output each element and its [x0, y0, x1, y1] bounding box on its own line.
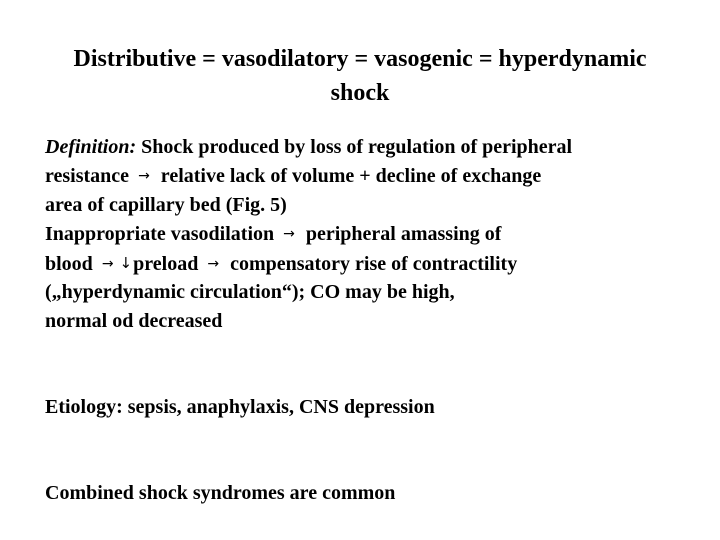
right-arrow-icon: → — [138, 168, 150, 184]
combined-line — [45, 479, 395, 508]
definition-text-7: normal od decreased — [45, 310, 223, 332]
right-arrow-icon: → — [101, 256, 114, 272]
right-arrow-icon: → — [207, 256, 220, 272]
etiology-line — [45, 393, 435, 422]
combined-text: Combined shock syndromes are common — [45, 482, 396, 504]
definition-text-5c: compensatory rise of contractility — [230, 253, 518, 275]
definition-text-5a: blood — [45, 253, 93, 275]
definition-line-7 — [45, 307, 222, 336]
definition-line-5 — [45, 249, 517, 279]
slide-title — [10, 42, 710, 110]
title-line-2: shock — [330, 80, 390, 106]
definition-text-4b: peripheral amassing of — [305, 223, 502, 245]
definition-text-1: Shock produced by loss of regulation of peripheral — [136, 136, 573, 158]
definition-text-4a: Inappropriate vasodilation — [45, 223, 275, 245]
definition-line-4 — [45, 220, 501, 249]
title-line-1: Distributive = vasodilatory = vasogenic = hyperdynamic — [73, 46, 647, 72]
definition-line-1 — [45, 133, 572, 162]
definition-label: Definition: — [45, 136, 137, 158]
etiology-text: Etiology: sepsis, anaphylaxis, CNS depression — [45, 396, 435, 418]
down-arrow-icon: ↓ — [119, 254, 133, 272]
definition-text-6: („hyperdynamic circulation“); CO may be high, — [45, 281, 455, 303]
definition-line-3 — [45, 191, 287, 220]
definition-text-5b: preload — [133, 253, 199, 275]
definition-text-2b: relative lack of volume + decline of exchange — [160, 165, 542, 187]
definition-text-3: area of capillary bed (Fig. 5) — [45, 194, 287, 216]
definition-text-2a: resistance — [45, 165, 130, 187]
definition-line-2 — [45, 162, 541, 191]
right-arrow-icon: → — [283, 226, 295, 242]
definition-line-6 — [45, 278, 455, 307]
